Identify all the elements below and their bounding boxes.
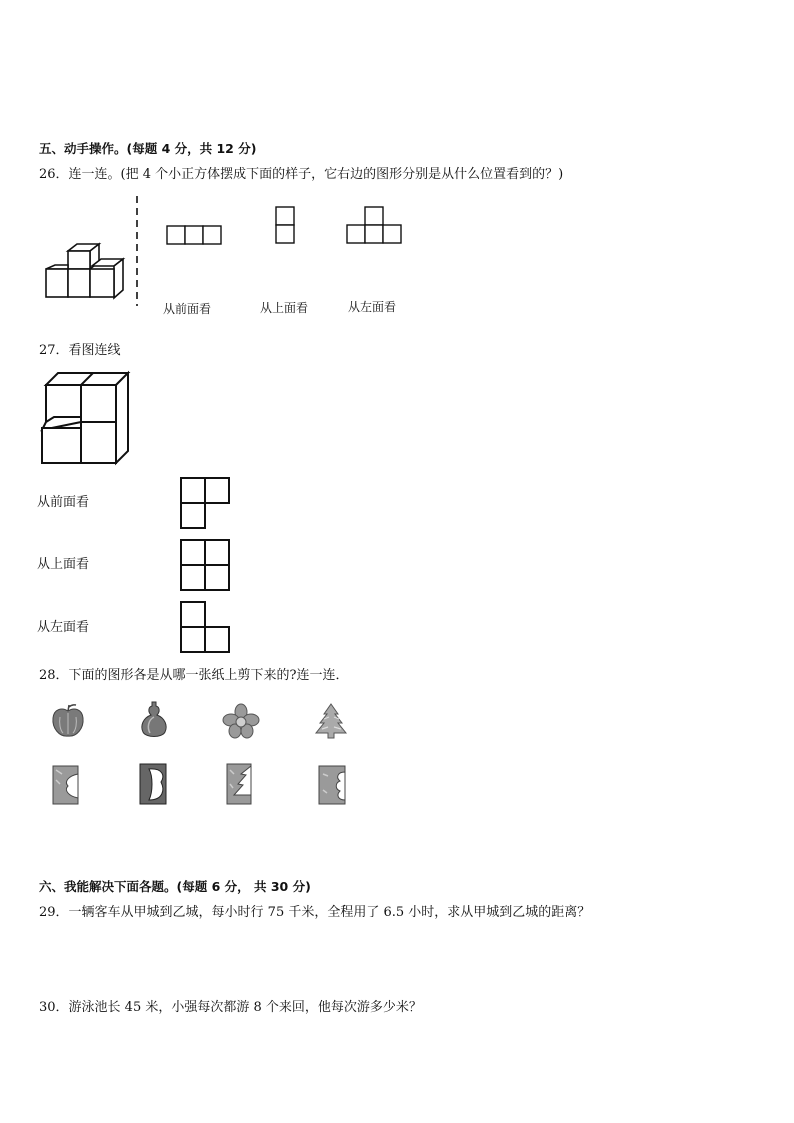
q27-view-square-grid [180, 539, 230, 591]
q26-label-top: 从上面看 [260, 301, 309, 315]
q27-cube-figure [40, 371, 132, 467]
q26-cube-stack-figure [44, 242, 134, 304]
q27-label-left: 从左面看 [37, 620, 90, 635]
q26-view-three-in-row [166, 225, 222, 245]
paper-strip-3-icon [224, 762, 254, 806]
section-6-heading: 六、我能解决下面各题。(每题 6 分， 共 30 分) [39, 879, 311, 894]
paper-strip-2-icon [137, 762, 169, 806]
question-26-prompt: 26．连一连。(把 4 个小正方体摆成下面的样子，它右边的图形分别是从什么位置看到的？) [39, 167, 564, 182]
question-29-text: 29．一辆客车从甲城到乙城，每小时行 75 千米，全程用了 6.5 小时，求从甲城到乙城的距离？ [39, 905, 591, 920]
q27-view-l-shape-a [180, 477, 230, 529]
apple-icon [50, 703, 86, 739]
paper-strip-1-icon [50, 764, 82, 806]
q26-label-left: 从左面看 [348, 300, 397, 314]
tree-icon [314, 702, 348, 740]
question-28-prompt: 28．下面的图形各是从哪一张纸上剪下来的?连一连． [39, 668, 349, 683]
q27-label-front: 从前面看 [37, 495, 90, 510]
q27-label-top: 从上面看 [37, 557, 90, 572]
q26-view-two-stacked [275, 206, 295, 244]
paper-strip-4-icon [316, 764, 348, 806]
q26-label-front: 从前面看 [163, 302, 212, 316]
section-5-heading: 五、动手操作。(每题 4 分，共 12 分) [39, 141, 257, 156]
q26-dashed-divider [135, 196, 139, 306]
question-30-text: 30．游泳池长 45 米，小强每次都游 8 个来回，他每次游多少米？ [39, 1000, 422, 1015]
flower-icon [222, 703, 260, 739]
question-27-prompt: 27．看图连线 [39, 343, 121, 358]
q26-view-t-shape [346, 206, 402, 244]
q27-view-l-shape-b [180, 601, 230, 653]
gourd-icon [138, 700, 170, 740]
